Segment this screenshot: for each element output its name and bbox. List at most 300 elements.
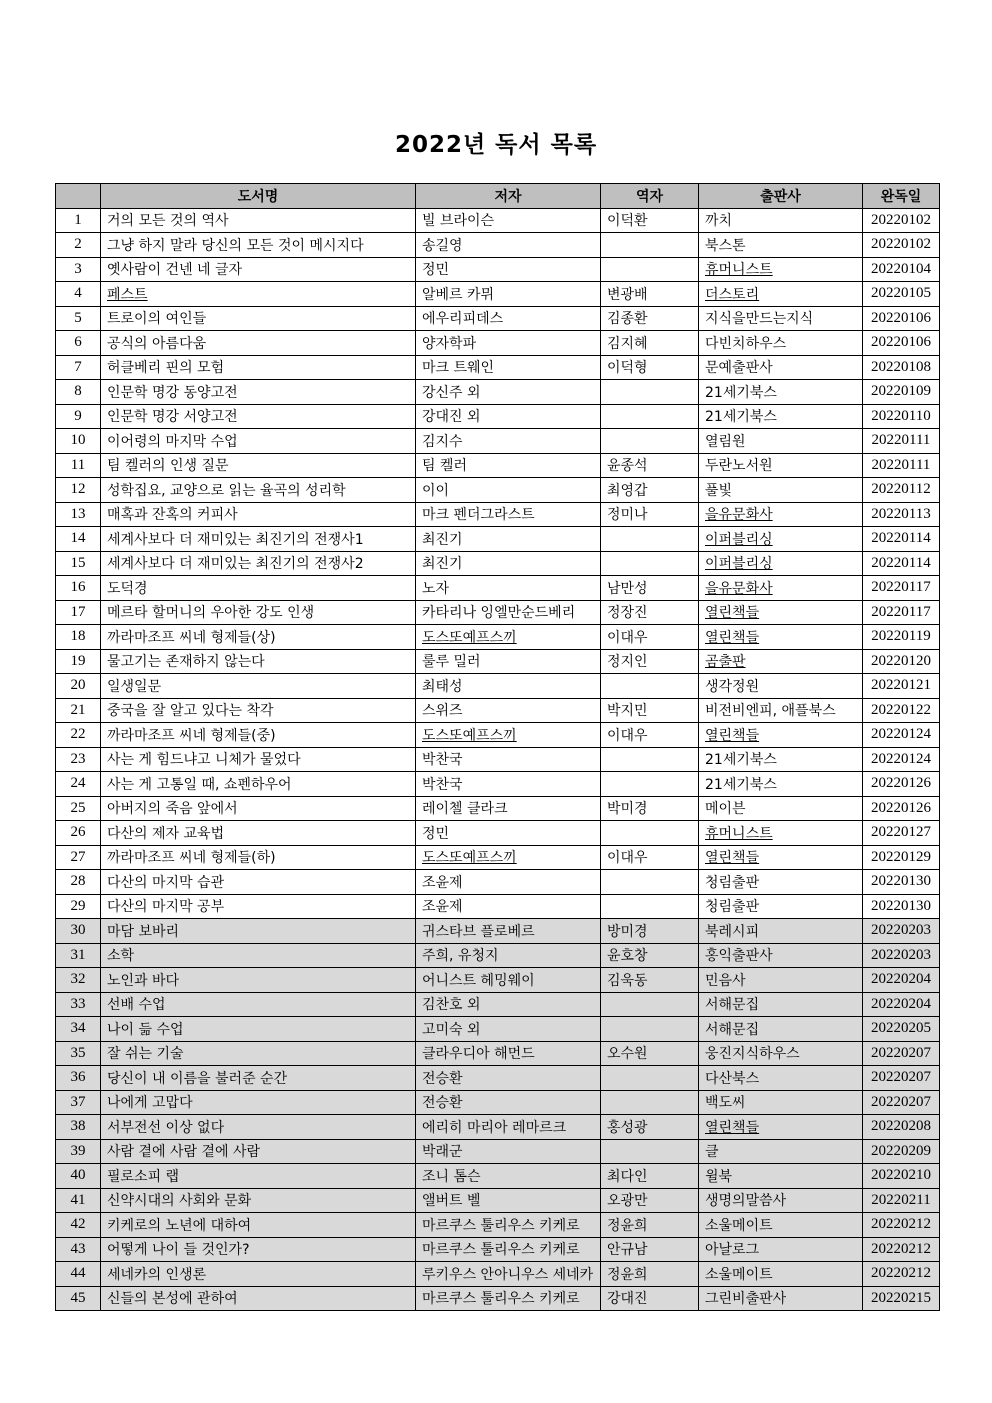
table-header-row	[56, 184, 940, 209]
cell-date: 20220104	[863, 257, 940, 282]
cell-date: 20220203	[863, 943, 940, 968]
cell-no: 38	[56, 1115, 101, 1140]
cell-no: 5	[56, 306, 101, 331]
table-row	[56, 845, 940, 870]
table-row	[56, 723, 940, 748]
cell-no: 32	[56, 968, 101, 993]
header-cell-translator: 역자	[601, 184, 699, 209]
cell-translator	[601, 257, 699, 282]
table-row	[56, 1041, 940, 1066]
cell-title: 나이 듦 수업	[101, 1017, 416, 1042]
cell-translator: 윤호창	[601, 943, 699, 968]
cell-no: 6	[56, 331, 101, 356]
table-row	[56, 208, 940, 233]
cell-date: 20220113	[863, 502, 940, 527]
cell-title: 사는 게 힘드냐고 니체가 물었다	[101, 747, 416, 772]
cell-date: 20220204	[863, 992, 940, 1017]
cell-publisher: 문예출판사	[699, 355, 863, 380]
cell-translator: 이덕형	[601, 355, 699, 380]
cell-author: 최태성	[416, 674, 601, 699]
cell-title: 메르타 할머니의 우아한 강도 인생	[101, 600, 416, 625]
table-row	[56, 478, 940, 503]
cell-title: 아버지의 죽음 앞에서	[101, 796, 416, 821]
cell-no: 28	[56, 870, 101, 895]
cell-publisher: 열린책들	[699, 1115, 863, 1140]
cell-no: 26	[56, 821, 101, 846]
cell-date: 20220122	[863, 698, 940, 723]
cell-title: 세네카의 인생론	[101, 1262, 416, 1287]
cell-date: 20220119	[863, 625, 940, 650]
cell-date: 20220212	[863, 1213, 940, 1238]
cell-translator	[601, 527, 699, 552]
cell-publisher: 생명의말씀사	[699, 1188, 863, 1213]
cell-date: 20220127	[863, 821, 940, 846]
cell-publisher: 청림출판	[699, 894, 863, 919]
cell-author: 정민	[416, 821, 601, 846]
cell-title: 당신이 내 이름을 불러준 순간	[101, 1066, 416, 1091]
cell-no: 42	[56, 1213, 101, 1238]
table-row	[56, 1262, 940, 1287]
cell-no: 30	[56, 919, 101, 944]
cell-no: 3	[56, 257, 101, 282]
cell-translator: 홍성광	[601, 1115, 699, 1140]
cell-publisher: 을유문화사	[699, 502, 863, 527]
cell-publisher: 을유문화사	[699, 576, 863, 601]
cell-date: 20220105	[863, 282, 940, 307]
cell-date: 20220106	[863, 306, 940, 331]
cell-no: 22	[56, 723, 101, 748]
table-row	[56, 1090, 940, 1115]
cell-title: 서부전선 이상 없다	[101, 1115, 416, 1140]
header-cell-publisher: 출판사	[699, 184, 863, 209]
cell-title: 매혹과 잔혹의 커피사	[101, 502, 416, 527]
table-row	[56, 257, 940, 282]
cell-publisher: 풀빛	[699, 478, 863, 503]
cell-author: 고미숙 외	[416, 1017, 601, 1042]
cell-title: 다산의 제자 교육법	[101, 821, 416, 846]
cell-title: 옛사람이 건넨 네 글자	[101, 257, 416, 282]
cell-publisher: 열린책들	[699, 625, 863, 650]
table-row	[56, 968, 940, 993]
cell-publisher: 21세기북스	[699, 772, 863, 797]
cell-no: 18	[56, 625, 101, 650]
cell-author: 조윤제	[416, 870, 601, 895]
cell-publisher: 그린비출판사	[699, 1286, 863, 1311]
cell-author: 송길영	[416, 233, 601, 258]
cell-no: 29	[56, 894, 101, 919]
cell-no: 44	[56, 1262, 101, 1287]
cell-title: 노인과 바다	[101, 968, 416, 993]
cell-publisher: 북레시피	[699, 919, 863, 944]
cell-title: 성학집요, 교양으로 읽는 율곡의 성리학	[101, 478, 416, 503]
cell-title: 키케로의 노년에 대하여	[101, 1213, 416, 1238]
cell-no: 36	[56, 1066, 101, 1091]
cell-translator	[601, 404, 699, 429]
cell-author: 김지수	[416, 429, 601, 454]
cell-author: 마르쿠스 툴리우스 키케로	[416, 1237, 601, 1262]
cell-translator: 정미나	[601, 502, 699, 527]
cell-author: 앨버트 벨	[416, 1188, 601, 1213]
cell-date: 20220114	[863, 527, 940, 552]
cell-publisher: 다빈치하우스	[699, 331, 863, 356]
cell-author: 박찬국	[416, 747, 601, 772]
cell-author: 도스또예프스끼	[416, 625, 601, 650]
cell-translator	[601, 772, 699, 797]
cell-title: 잘 쉬는 기술	[101, 1041, 416, 1066]
table-row	[56, 1164, 940, 1189]
cell-author: 도스또예프스끼	[416, 723, 601, 748]
table-row	[56, 233, 940, 258]
reading-list-table	[55, 183, 940, 1311]
table-row	[56, 625, 940, 650]
table-row	[56, 1139, 940, 1164]
cell-publisher: 21세기북스	[699, 404, 863, 429]
cell-no: 8	[56, 380, 101, 405]
cell-publisher: 백도씨	[699, 1090, 863, 1115]
table-row	[56, 429, 940, 454]
cell-date: 20220110	[863, 404, 940, 429]
cell-date: 20220126	[863, 772, 940, 797]
cell-author: 룰루 밀러	[416, 649, 601, 674]
table-row	[56, 772, 940, 797]
cell-translator	[601, 1017, 699, 1042]
cell-author: 전승환	[416, 1090, 601, 1115]
table-row	[56, 1017, 940, 1042]
cell-author: 마크 트웨인	[416, 355, 601, 380]
cell-author: 강대진 외	[416, 404, 601, 429]
cell-no: 40	[56, 1164, 101, 1189]
cell-translator: 이대우	[601, 625, 699, 650]
cell-author: 카타리나 잉엘만순드베리	[416, 600, 601, 625]
cell-no: 19	[56, 649, 101, 674]
cell-no: 39	[56, 1139, 101, 1164]
cell-publisher: 청림출판	[699, 870, 863, 895]
cell-author: 박래군	[416, 1139, 601, 1164]
cell-translator: 오수원	[601, 1041, 699, 1066]
cell-author: 마르쿠스 툴리우스 키케로	[416, 1286, 601, 1311]
cell-publisher: 열린책들	[699, 600, 863, 625]
cell-date: 20220109	[863, 380, 940, 405]
table-row	[56, 747, 940, 772]
cell-translator	[601, 380, 699, 405]
cell-title: 인문학 명강 동양고전	[101, 380, 416, 405]
cell-date: 20220120	[863, 649, 940, 674]
cell-translator: 김욱동	[601, 968, 699, 993]
cell-publisher: 열린책들	[699, 845, 863, 870]
cell-title: 사람 곁에 사람 곁에 사람	[101, 1139, 416, 1164]
cell-date: 20220203	[863, 919, 940, 944]
cell-publisher: 클	[699, 1139, 863, 1164]
cell-title: 마담 보바리	[101, 919, 416, 944]
cell-no: 13	[56, 502, 101, 527]
cell-translator	[601, 870, 699, 895]
cell-no: 35	[56, 1041, 101, 1066]
cell-date: 20220121	[863, 674, 940, 699]
cell-date: 20220124	[863, 747, 940, 772]
cell-title: 팀 켈러의 인생 질문	[101, 453, 416, 478]
cell-translator: 이덕환	[601, 208, 699, 233]
cell-date: 20220205	[863, 1017, 940, 1042]
cell-author: 양자학파	[416, 331, 601, 356]
cell-date: 20220106	[863, 331, 940, 356]
cell-title: 사는 게 고통일 때, 쇼펜하우어	[101, 772, 416, 797]
cell-translator	[601, 747, 699, 772]
cell-translator: 정윤희	[601, 1213, 699, 1238]
cell-translator: 정윤희	[601, 1262, 699, 1287]
cell-title: 까라마조프 씨네 형제들(하)	[101, 845, 416, 870]
cell-publisher: 열린책들	[699, 723, 863, 748]
table-row	[56, 355, 940, 380]
cell-author: 팀 켈러	[416, 453, 601, 478]
cell-author: 정민	[416, 257, 601, 282]
cell-title: 까라마조프 씨네 형제들(상)	[101, 625, 416, 650]
cell-date: 20220114	[863, 551, 940, 576]
cell-publisher: 서해문집	[699, 992, 863, 1017]
cell-author: 귀스타브 플로베르	[416, 919, 601, 944]
cell-author: 알베르 카뮈	[416, 282, 601, 307]
cell-title: 신들의 본성에 관하여	[101, 1286, 416, 1311]
cell-publisher: 민음사	[699, 968, 863, 993]
cell-publisher: 북스톤	[699, 233, 863, 258]
cell-title: 까라마조프 씨네 형제들(중)	[101, 723, 416, 748]
table-row	[56, 1066, 940, 1091]
cell-no: 24	[56, 772, 101, 797]
cell-translator	[601, 821, 699, 846]
cell-no: 2	[56, 233, 101, 258]
cell-publisher: 웅진지식하우스	[699, 1041, 863, 1066]
cell-author: 조윤제	[416, 894, 601, 919]
table-row	[56, 453, 940, 478]
cell-title: 도덕경	[101, 576, 416, 601]
cell-date: 20220207	[863, 1066, 940, 1091]
cell-publisher: 다산북스	[699, 1066, 863, 1091]
cell-date: 20220204	[863, 968, 940, 993]
cell-publisher: 메이븐	[699, 796, 863, 821]
cell-author: 김찬호 외	[416, 992, 601, 1017]
cell-translator: 최다인	[601, 1164, 699, 1189]
cell-title: 나에게 고맙다	[101, 1090, 416, 1115]
cell-title: 거의 모든 것의 역사	[101, 208, 416, 233]
cell-publisher: 소울메이트	[699, 1262, 863, 1287]
table-row	[56, 404, 940, 429]
table-row	[56, 821, 940, 846]
header-cell-no	[56, 184, 101, 209]
cell-publisher: 이퍼블리싱	[699, 551, 863, 576]
cell-date: 20220215	[863, 1286, 940, 1311]
cell-no: 11	[56, 453, 101, 478]
table-row	[56, 1237, 940, 1262]
table-row	[56, 1188, 940, 1213]
cell-publisher: 열림원	[699, 429, 863, 454]
cell-translator: 이대우	[601, 723, 699, 748]
cell-date: 20220111	[863, 429, 940, 454]
cell-author: 전승환	[416, 1066, 601, 1091]
cell-author: 노자	[416, 576, 601, 601]
cell-publisher: 21세기북스	[699, 380, 863, 405]
header-cell-date: 완독일	[863, 184, 940, 209]
cell-date: 20220102	[863, 233, 940, 258]
table-row	[56, 551, 940, 576]
cell-no: 14	[56, 527, 101, 552]
cell-no: 9	[56, 404, 101, 429]
cell-title: 페스트	[101, 282, 416, 307]
cell-author: 에우리피데스	[416, 306, 601, 331]
cell-author: 스위즈	[416, 698, 601, 723]
cell-publisher: 아날로그	[699, 1237, 863, 1262]
cell-title: 트로이의 여인들	[101, 306, 416, 331]
table-row	[56, 576, 940, 601]
table-row	[56, 306, 940, 331]
cell-translator	[601, 1066, 699, 1091]
cell-publisher: 윌북	[699, 1164, 863, 1189]
cell-no: 37	[56, 1090, 101, 1115]
cell-no: 15	[56, 551, 101, 576]
table-row	[56, 502, 940, 527]
cell-author: 루키우스 안아니우스 세네카	[416, 1262, 601, 1287]
cell-no: 31	[56, 943, 101, 968]
cell-publisher: 21세기북스	[699, 747, 863, 772]
cell-translator: 강대진	[601, 1286, 699, 1311]
header-cell-author: 저자	[416, 184, 601, 209]
cell-title: 인문학 명강 서양고전	[101, 404, 416, 429]
table-row	[56, 1115, 940, 1140]
cell-date: 20220124	[863, 723, 940, 748]
cell-no: 27	[56, 845, 101, 870]
cell-date: 20220210	[863, 1164, 940, 1189]
cell-no: 43	[56, 1237, 101, 1262]
cell-publisher: 휴머니스트	[699, 257, 863, 282]
cell-publisher: 곰출판	[699, 649, 863, 674]
cell-title: 어떻게 나이 들 것인가?	[101, 1237, 416, 1262]
cell-no: 16	[56, 576, 101, 601]
cell-date: 20220212	[863, 1237, 940, 1262]
cell-no: 21	[56, 698, 101, 723]
cell-no: 17	[56, 600, 101, 625]
cell-translator	[601, 992, 699, 1017]
table-row	[56, 919, 940, 944]
cell-author: 박찬국	[416, 772, 601, 797]
cell-author: 에리히 마리아 레마르크	[416, 1115, 601, 1140]
cell-author: 레이첼 클라크	[416, 796, 601, 821]
cell-author: 도스또예프스끼	[416, 845, 601, 870]
cell-translator: 김종환	[601, 306, 699, 331]
cell-date: 20220207	[863, 1041, 940, 1066]
cell-translator	[601, 429, 699, 454]
table-row	[56, 380, 940, 405]
cell-translator	[601, 233, 699, 258]
cell-publisher: 휴머니스트	[699, 821, 863, 846]
cell-publisher: 서해문집	[699, 1017, 863, 1042]
cell-title: 중국을 잘 알고 있다는 착각	[101, 698, 416, 723]
cell-no: 34	[56, 1017, 101, 1042]
table-row	[56, 870, 940, 895]
cell-date: 20220112	[863, 478, 940, 503]
cell-title: 공식의 아름다움	[101, 331, 416, 356]
cell-translator: 변광배	[601, 282, 699, 307]
table-row	[56, 331, 940, 356]
cell-no: 33	[56, 992, 101, 1017]
cell-translator: 오광만	[601, 1188, 699, 1213]
cell-translator	[601, 674, 699, 699]
cell-title: 일생일문	[101, 674, 416, 699]
cell-date: 20220111	[863, 453, 940, 478]
cell-author: 최진기	[416, 527, 601, 552]
cell-translator: 김지혜	[601, 331, 699, 356]
table-row	[56, 600, 940, 625]
table-row	[56, 649, 940, 674]
table-row	[56, 527, 940, 552]
cell-title: 소학	[101, 943, 416, 968]
cell-date: 20220209	[863, 1139, 940, 1164]
table-row	[56, 894, 940, 919]
cell-title: 다산의 마지막 공부	[101, 894, 416, 919]
cell-publisher: 지식을만드는지식	[699, 306, 863, 331]
cell-date: 20220211	[863, 1188, 940, 1213]
cell-translator: 남만성	[601, 576, 699, 601]
cell-author: 최진기	[416, 551, 601, 576]
table-row	[56, 796, 940, 821]
cell-author: 이이	[416, 478, 601, 503]
table-row	[56, 674, 940, 699]
cell-title: 세계사보다 더 재미있는 최진기의 전쟁사2	[101, 551, 416, 576]
cell-no: 7	[56, 355, 101, 380]
cell-translator: 박지민	[601, 698, 699, 723]
cell-date: 20220212	[863, 1262, 940, 1287]
cell-author: 조니 톰슨	[416, 1164, 601, 1189]
cell-translator: 윤종석	[601, 453, 699, 478]
cell-no: 25	[56, 796, 101, 821]
cell-publisher: 비전비엔피, 애플북스	[699, 698, 863, 723]
cell-title: 세계사보다 더 재미있는 최진기의 전쟁사1	[101, 527, 416, 552]
cell-publisher: 이퍼블리싱	[699, 527, 863, 552]
cell-author: 어니스트 헤밍웨이	[416, 968, 601, 993]
cell-author: 주희, 유청지	[416, 943, 601, 968]
cell-title: 허클베리 핀의 모험	[101, 355, 416, 380]
cell-publisher: 두란노서원	[699, 453, 863, 478]
cell-date: 20220207	[863, 1090, 940, 1115]
cell-author: 강신주 외	[416, 380, 601, 405]
cell-date: 20220129	[863, 845, 940, 870]
cell-title: 그냥 하지 말라 당신의 모든 것이 메시지다	[101, 233, 416, 258]
table-row	[56, 282, 940, 307]
cell-translator	[601, 551, 699, 576]
cell-date: 20220130	[863, 870, 940, 895]
cell-author: 클라우디아 해먼드	[416, 1041, 601, 1066]
cell-date: 20220117	[863, 576, 940, 601]
cell-title: 신약시대의 사회와 문화	[101, 1188, 416, 1213]
cell-no: 45	[56, 1286, 101, 1311]
cell-publisher: 홍익출판사	[699, 943, 863, 968]
cell-no: 4	[56, 282, 101, 307]
cell-translator	[601, 894, 699, 919]
cell-no: 10	[56, 429, 101, 454]
cell-translator: 정지인	[601, 649, 699, 674]
cell-no: 20	[56, 674, 101, 699]
table-row	[56, 1213, 940, 1238]
cell-translator: 안규남	[601, 1237, 699, 1262]
cell-translator: 방미경	[601, 919, 699, 944]
cell-title: 이어령의 마지막 수업	[101, 429, 416, 454]
cell-date: 20220102	[863, 208, 940, 233]
cell-translator	[601, 1139, 699, 1164]
cell-author: 마크 펜더그라스트	[416, 502, 601, 527]
cell-translator: 박미경	[601, 796, 699, 821]
cell-publisher: 더스토리	[699, 282, 863, 307]
cell-author: 빌 브라이슨	[416, 208, 601, 233]
cell-title: 다산의 마지막 습관	[101, 870, 416, 895]
cell-publisher: 소울메이트	[699, 1213, 863, 1238]
cell-no: 23	[56, 747, 101, 772]
